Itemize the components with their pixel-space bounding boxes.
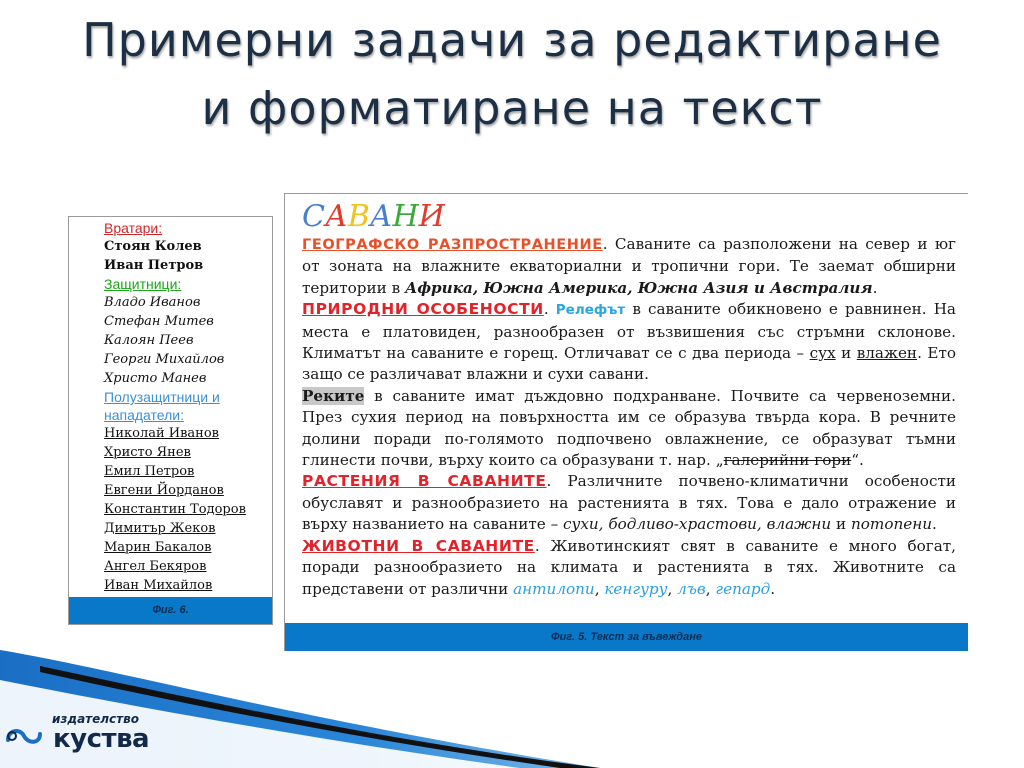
text: . — [932, 515, 937, 534]
player-list-item: Полузащитници и нападатели: — [104, 389, 220, 423]
slide-title-line1: Примерни задачи за редактиране — [82, 13, 942, 67]
text: . Саваните са разположени на север и юг от зоната на влажните екваториални и тропични гори. Те заемат обширни територии в — [302, 235, 957, 297]
flooded-word: потопени — [851, 515, 933, 534]
continents-text: Африка, Южна Америка, Южна Азия и Австралия — [404, 278, 873, 297]
savanna-heading-letter: С — [302, 199, 325, 234]
dry-word: сух — [809, 344, 836, 363]
text: и — [831, 515, 851, 534]
player-list-item: Евгени Йорданов — [104, 483, 224, 498]
paragraph-plants — [302, 471, 956, 535]
text: . Животинският свят в саваните е много богат, поради разнообразието на климата и растенията в тях. Животните са представени от различни — [302, 536, 957, 598]
rivers-word: Реките — [302, 386, 365, 405]
heading-animals: ЖИВОТНИ В САВАНИТЕ — [302, 536, 535, 555]
animal-antelopes: антилопи — [513, 579, 595, 598]
player-list-item: Защитници: — [104, 276, 182, 292]
slide-title — [0, 6, 1024, 142]
text: , — [667, 579, 678, 598]
savanna-types-text: сухи, бодливо-храстови, влажни — [563, 515, 832, 534]
relief-word: Релефът — [555, 302, 626, 319]
player-list-item: Ангел Бекяров — [104, 559, 207, 574]
player-list-item: Димитър Жеков — [104, 521, 216, 536]
savanna-document — [302, 200, 956, 600]
text: , — [594, 579, 605, 598]
player-list-item: Емил Петров — [104, 464, 195, 479]
heading-geography: ГЕОГРАФСКО РАЗПРОСТРАНЕНИЕ — [302, 237, 603, 253]
player-list-item: Марин Бакалов — [104, 540, 212, 555]
player-list-item: Калоян Пеев — [104, 333, 194, 348]
figure-6-caption: Фиг. 6. — [69, 597, 272, 624]
gallery-forests-word: галерийни гори — [723, 451, 852, 470]
savanna-heading-letter: Н — [392, 199, 419, 234]
player-list-item: Христо Янев — [104, 445, 191, 460]
paragraph-rivers — [302, 386, 956, 472]
figure-6-team-list — [68, 216, 273, 625]
animal-cheetah: гепард — [715, 579, 771, 598]
player-list-item: Стоян Колев — [104, 239, 202, 254]
player-list-item: Стефан Митев — [104, 314, 214, 329]
text: “. — [851, 451, 864, 470]
paragraph-animals — [302, 536, 956, 600]
player-list-item: Вратари: — [104, 220, 163, 236]
publisher-logo-name: куства — [53, 724, 150, 754]
figure-5-savanna-text — [284, 193, 968, 651]
publisher-logo-small-text: издателство — [52, 712, 139, 726]
player-list-item: Владо Иванов — [104, 295, 201, 310]
savanna-heading-letter: И — [418, 199, 445, 234]
text: . Различните почвено-климатични особености обуславят и разнообразието на растенията в тях. Това е дало отражение и върху названието на саваните – — [302, 472, 956, 534]
player-list-item: Георги Михайлов — [104, 352, 225, 367]
animal-lion: лъв — [677, 579, 706, 598]
player-list-item: Христо Манев — [104, 371, 207, 386]
player-list-item: Иван Михайлов — [104, 578, 213, 593]
text: . — [543, 300, 556, 319]
text: и — [835, 344, 857, 363]
slide-title-line2: и форматиране на текст — [201, 81, 823, 135]
player-list-item: Константин Тодоров — [104, 502, 246, 517]
savanna-heading — [302, 200, 956, 234]
paragraph-geography — [302, 234, 956, 299]
savanna-heading-letter: В — [347, 199, 370, 234]
heading-plants: РАСТЕНИЯ В САВАНИТЕ — [302, 472, 547, 491]
text: в саваните обикновено е равнинен. На места е платовиден, разнообразен от възвишения със стръмни склонове. Климатът на саваните е горещ. Отличават се с два периода – — [302, 300, 956, 363]
savanna-heading-letter: А — [324, 199, 348, 234]
paragraph-nature — [302, 299, 956, 386]
figure-5-caption: Фиг. 5. Текст за въвеждане — [285, 623, 968, 651]
player-list — [104, 219, 272, 595]
text: . — [872, 278, 878, 297]
text: в саваните имат дъждовно подхранване. Почвите са червеноземни. През сухия период на повърхността им се образува твърда кора. В речните долини поради по-голямото подпочвено овлажнение, се образуват тъмни глинести почви, върху които са образувани т. нар. „ — [302, 386, 956, 470]
text: . Ето защо се различават влажни и сухи савани. — [302, 344, 956, 384]
player-list-item: Николай Иванов — [104, 426, 219, 441]
player-list-item: Иван Петров — [104, 258, 204, 273]
savanna-heading-letter: А — [369, 199, 393, 234]
animal-kangaroo: кенгуру — [604, 579, 668, 598]
wet-word: влажен — [856, 344, 918, 363]
heading-nature: ПРИРОДНИ ОСОБЕНОСТИ — [302, 300, 544, 319]
text: . — [770, 579, 776, 598]
text: , — [705, 579, 716, 598]
